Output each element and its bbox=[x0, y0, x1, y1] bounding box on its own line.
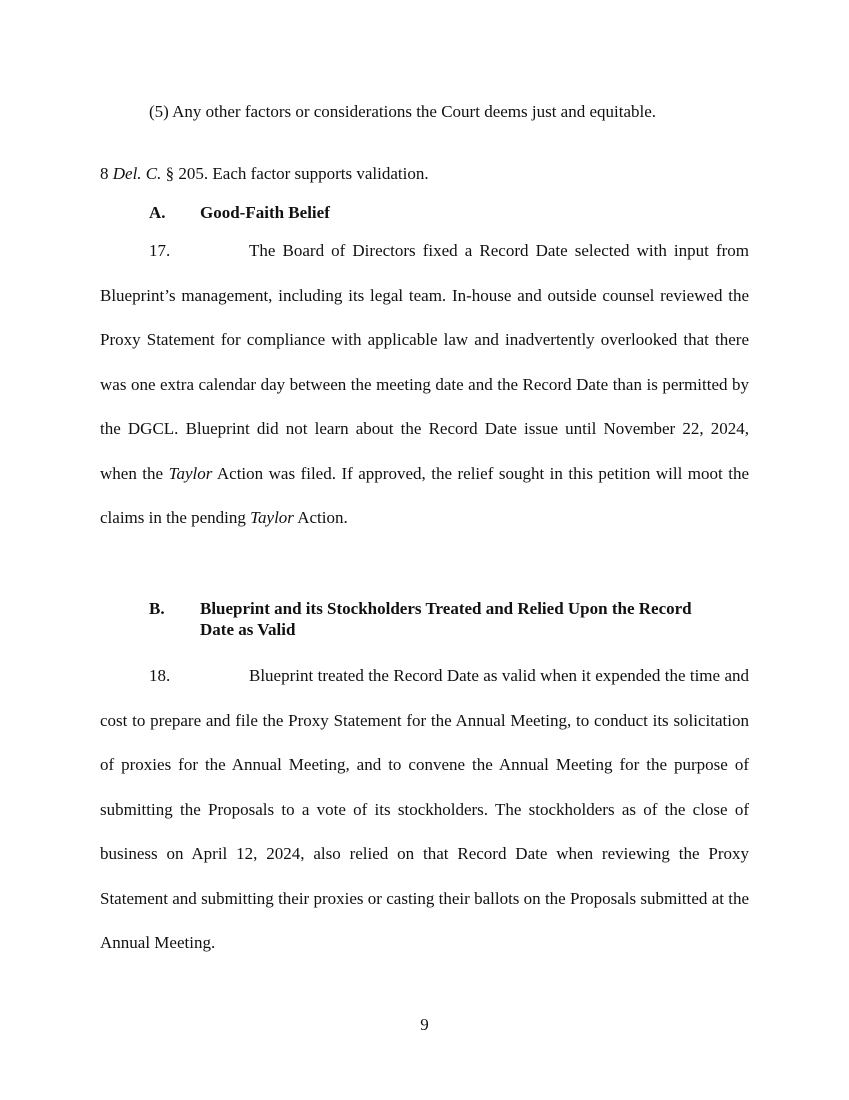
section-heading-a bbox=[149, 202, 330, 224]
citation-suffix: § 205. Each factor supports validation. bbox=[161, 164, 429, 183]
section-label: A. bbox=[149, 203, 166, 222]
citation-prefix: 8 bbox=[100, 164, 113, 183]
paragraph-text: Blueprint treated the Record Date as valid when it expended the time and cost to prepare and file the Proxy Statement for the Annual Meeting, to conduct its solicitation of proxies for the Annual Meeting, and to convene the Annual Meeting for the purpose of submitting the Proposals to a vote of its stockholders. The stockholders as of the close of business on April 12, 2024, also relied on that Record Date when reviewing the Proxy Statement and submitting their proxies or casting their ballots on the Proposals submitted at the Annual Meeting. bbox=[100, 666, 749, 952]
case-name: Taylor bbox=[168, 463, 213, 483]
citation-code: Del. C. bbox=[112, 164, 162, 183]
statute-quote-item-5: (5) Any other factors or considerations the Court deems just and equitable. bbox=[149, 102, 657, 121]
paragraph-text: Action. bbox=[293, 508, 348, 527]
page-number: 9 bbox=[420, 1015, 429, 1034]
case-name: Taylor bbox=[250, 508, 294, 527]
section-title: Good-Faith Belief bbox=[200, 203, 330, 222]
statute-citation bbox=[100, 163, 749, 185]
paragraph-18 bbox=[100, 654, 749, 966]
paragraph-text: Action was filed. If approved, the relief sought in this petition will moot the claims in the pending bbox=[100, 463, 749, 527]
paragraph-17 bbox=[100, 229, 749, 541]
section-label: B. bbox=[149, 599, 165, 618]
paragraph-number: 17. bbox=[149, 241, 171, 260]
paragraph-number: 18. bbox=[149, 666, 171, 685]
paragraph-text: The Board of Directors fixed a Record Date selected with input from Blueprint’s management, including its legal team. In-house and outside counsel reviewed the Proxy Statement for compliance with applicable law and inadvertently overlooked that there was one extra calendar day between the meeting date and the Record Date than is permitted by the DGCL. Blueprint did not learn about the Record Date issue until November 22, 2024, when the bbox=[100, 241, 749, 483]
section-title: Blueprint and its Stockholders Treated and Relied Upon the Record Date as Valid bbox=[200, 599, 692, 639]
